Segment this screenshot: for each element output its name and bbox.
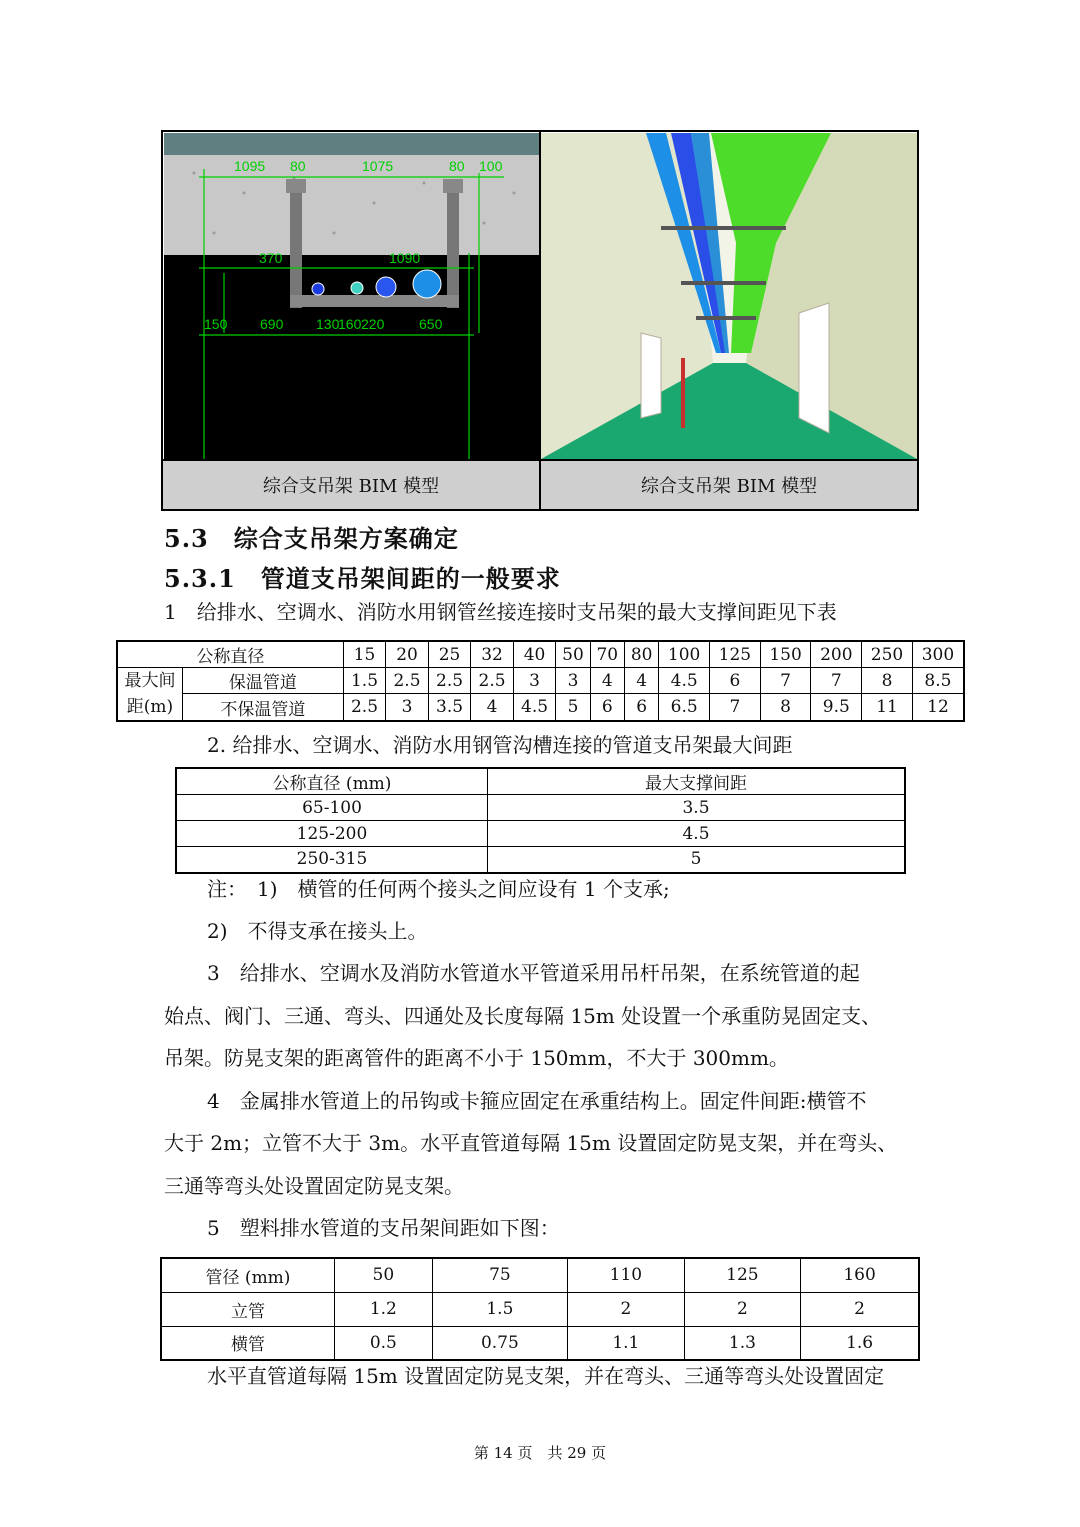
table-threaded-spacing xyxy=(116,640,965,722)
table1-cell: 4 xyxy=(590,668,624,694)
table1-cell: 2.5 xyxy=(471,668,514,694)
dim-bot-4: 160 xyxy=(338,316,362,332)
table1-row-label: 保温管道 xyxy=(183,668,344,694)
table1-cell: 4.5 xyxy=(659,668,710,694)
bim-figure xyxy=(161,130,919,511)
table1-dia: 250 xyxy=(862,641,913,668)
item-4-line-1: 4 金属排水管道上的吊钩或卡箍应固定在承重结构上。固定件间距:横管不 xyxy=(207,1089,867,1113)
item-3-line-2: 始点、阀门、三通、弯头、四通处及长度每隔 15m 处设置一个承重防晃固定支、 xyxy=(164,1004,882,1028)
table1-cell: 4.5 xyxy=(513,694,556,721)
table1-cell: 6.5 xyxy=(659,694,710,721)
item-3-line-3: 吊架。防晃支架的距离管件的距离不小于 150mm，不大于 300mm。 xyxy=(164,1046,789,1070)
table1-cell: 2.5 xyxy=(386,668,429,694)
dim-mid-2: 1090 xyxy=(389,250,421,266)
dim-bot-1: 150 xyxy=(204,316,228,332)
table3-header: 管径 (mm) xyxy=(161,1258,335,1292)
table-plastic-drain-spacing xyxy=(160,1257,920,1361)
table1-cell: 4 xyxy=(624,668,658,694)
table3-cell: 1.3 xyxy=(684,1326,801,1360)
table3-header: 110 xyxy=(568,1258,685,1292)
item-3-line-1: 3 给排水、空调水及消防水管道水平管道采用吊杆吊架，在系统管道的起 xyxy=(207,961,860,985)
item-2-text: 2. 给排水、空调水、消防水用钢管沟槽连接的管道支吊架最大间距 xyxy=(207,733,793,757)
table3-header: 50 xyxy=(335,1258,433,1292)
table1-row-label: 不保温管道 xyxy=(183,694,344,721)
table1-dia: 150 xyxy=(760,641,811,668)
table1-cell: 2.5 xyxy=(428,668,471,694)
table3-cell: 2 xyxy=(684,1292,801,1326)
table3-header: 125 xyxy=(684,1258,801,1292)
table1-cell: 3 xyxy=(556,668,590,694)
table3-row-label: 横管 xyxy=(161,1326,335,1360)
table1-group-label-line1: 最大间 xyxy=(124,671,176,691)
table2-cell: 250-315 xyxy=(176,847,488,873)
note-1: 注： 1) 横管的任何两个接头之间应设有 1 个支承; xyxy=(207,877,670,901)
table1-cell: 7 xyxy=(811,668,862,694)
corridor-render xyxy=(541,133,917,459)
table3-cell: 0.75 xyxy=(432,1326,567,1360)
item-4-line-2: 大于 2m；立管不大于 3m。水平直管道每隔 15m 设置固定防晃支架，并在弯头、 xyxy=(164,1131,898,1155)
table1-cell: 4 xyxy=(471,694,514,721)
table1-dia: 125 xyxy=(710,641,761,668)
table1-dia: 32 xyxy=(471,641,514,668)
table3-cell: 1.2 xyxy=(335,1292,433,1326)
table1-cell: 3.5 xyxy=(428,694,471,721)
table3-cell: 1.6 xyxy=(801,1326,919,1360)
table1-cell: 12 xyxy=(912,694,964,721)
table1-cell: 8 xyxy=(862,668,913,694)
table2-cell: 3.5 xyxy=(488,795,906,821)
table1-cell: 1.5 xyxy=(343,668,386,694)
table3-header: 160 xyxy=(801,1258,919,1292)
table1-group-label-line2: 距(m) xyxy=(126,697,174,717)
table1-cell: 8.5 xyxy=(912,668,964,694)
item-5-text: 5 塑料排水管道的支吊架间距如下图： xyxy=(207,1216,560,1240)
dim-bot-3: 130 xyxy=(316,316,340,332)
table1-dia: 100 xyxy=(659,641,710,668)
table1-cell: 7 xyxy=(760,668,811,694)
table3-row-label: 立管 xyxy=(161,1292,335,1326)
table1-cell: 8 xyxy=(760,694,811,721)
table2-header: 最大支撑间距 xyxy=(488,768,906,795)
table1-cell: 3 xyxy=(386,694,429,721)
table1-cell: 6 xyxy=(710,668,761,694)
table3-cell: 1.1 xyxy=(568,1326,685,1360)
table1-cell: 6 xyxy=(624,694,658,721)
dim-top-1: 1095 xyxy=(234,158,266,174)
section-heading-5-3-1: 5.3.1 管道支吊架间距的一般要求 xyxy=(164,564,561,593)
table1-cell: 7 xyxy=(710,694,761,721)
note-2: 2) 不得支承在接头上。 xyxy=(207,919,428,943)
table1-dia: 300 xyxy=(912,641,964,668)
table2-header: 公称直径 (mm) xyxy=(176,768,488,795)
table1-header-label: 公称直径 xyxy=(117,641,343,668)
table1-dia: 25 xyxy=(428,641,471,668)
table1-dia: 200 xyxy=(811,641,862,668)
table1-dia: 80 xyxy=(624,641,658,668)
dim-top-4: 80 xyxy=(449,158,465,174)
dim-top-3: 1075 xyxy=(362,158,394,174)
table1-dia: 15 xyxy=(343,641,386,668)
table2-cell: 4.5 xyxy=(488,821,906,847)
table1-cell: 2.5 xyxy=(343,694,386,721)
table1-dia: 40 xyxy=(513,641,556,668)
last-line-text: 水平直管道每隔 15m 设置固定防晃支架，并在弯头、三通等弯头处设置固定 xyxy=(207,1364,885,1388)
table1-cell: 3 xyxy=(513,668,556,694)
table2-cell: 65-100 xyxy=(176,795,488,821)
figure-caption-right: 综合支吊架 BIM 模型 xyxy=(541,459,917,509)
table2-cell: 125-200 xyxy=(176,821,488,847)
dim-bot-2: 690 xyxy=(260,316,284,332)
table3-header: 75 xyxy=(432,1258,567,1292)
item-1-text: 1 给排水、空调水、消防水用钢管丝接连接时支吊架的最大支撑间距见下表 xyxy=(164,600,837,624)
table1-cell: 9.5 xyxy=(811,694,862,721)
table3-cell: 2 xyxy=(801,1292,919,1326)
table1-dia: 20 xyxy=(386,641,429,668)
table3-cell: 1.5 xyxy=(432,1292,567,1326)
table1-group-label xyxy=(117,668,183,722)
table3-cell: 2 xyxy=(568,1292,685,1326)
table2-cell: 5 xyxy=(488,847,906,873)
section-heading-5-3: 5.3 综合支吊架方案确定 xyxy=(164,524,459,553)
page-footer: 第 14 页 共 29 页 xyxy=(473,1444,607,1462)
table1-dia: 50 xyxy=(556,641,590,668)
dim-mid-1: 370 xyxy=(259,250,283,266)
table1-cell: 11 xyxy=(862,694,913,721)
table1-dia: 70 xyxy=(590,641,624,668)
table-groove-spacing xyxy=(175,767,906,874)
figure-caption-left: 综合支吊架 BIM 模型 xyxy=(163,459,539,509)
table1-cell: 6 xyxy=(590,694,624,721)
cad-section-drawing xyxy=(164,133,539,459)
dim-top-5: 100 xyxy=(479,158,503,174)
dim-bot-6: 650 xyxy=(419,316,443,332)
item-4-line-3: 三通等弯头处设置固定防晃支架。 xyxy=(164,1174,464,1198)
dim-top-2: 80 xyxy=(290,158,306,174)
dim-bot-5: 220 xyxy=(361,316,385,332)
table1-cell: 5 xyxy=(556,694,590,721)
table3-cell: 0.5 xyxy=(335,1326,433,1360)
